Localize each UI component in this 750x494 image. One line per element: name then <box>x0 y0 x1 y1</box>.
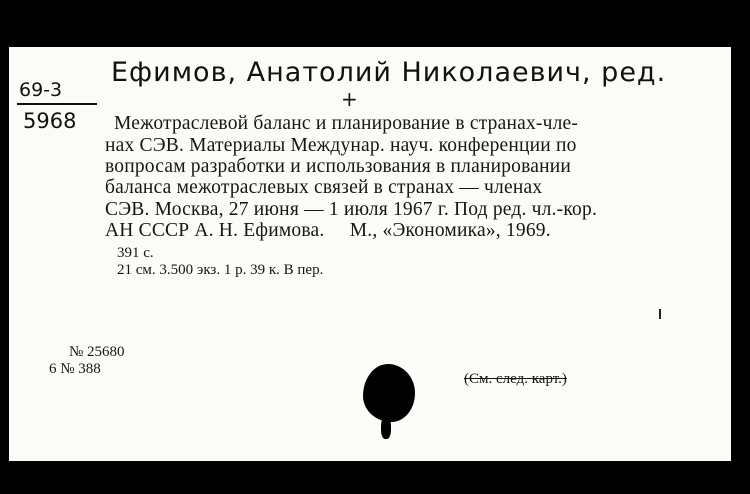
pages: 391 с. <box>117 245 154 261</box>
ink-blot <box>363 364 415 422</box>
accession-number: 5968 <box>23 109 77 133</box>
plus-mark: + <box>341 87 358 111</box>
continuation-note: (См. след. карт.) <box>464 371 567 387</box>
description-line-5: СЭВ. Москва, 27 июня — 1 июля 1967 г. Под ред. чл.-кор. <box>105 199 598 220</box>
description-line-3: вопросам разработки и использования в планировании <box>105 156 572 177</box>
physical-description: 21 см. 3.500 экз. 1 р. 39 к. В пер. <box>117 262 324 278</box>
handwritten-author: Ефимов, Анатолий Николаевич, ред. <box>111 57 667 88</box>
description-line-6: АН СССР А. Н. Ефимова. М., «Экономика», 1969. <box>105 220 551 241</box>
margin-tick <box>659 309 661 319</box>
list-number: 6 № 388 <box>49 361 101 377</box>
ink-blot-tail <box>381 417 391 439</box>
record-number: № 25680 <box>69 344 125 360</box>
description-line-4: баланса межотраслевых связей в странах — членах <box>105 177 543 198</box>
catalog-card <box>9 47 731 461</box>
description-line-1: Межотраслевой баланс и планирование в странах-чле- <box>114 113 579 134</box>
description-line-2: нах СЭВ. Материалы Междунар. науч. конференции по <box>105 135 577 156</box>
call-number-underline <box>17 103 97 105</box>
call-number: 69-3 <box>19 79 63 101</box>
